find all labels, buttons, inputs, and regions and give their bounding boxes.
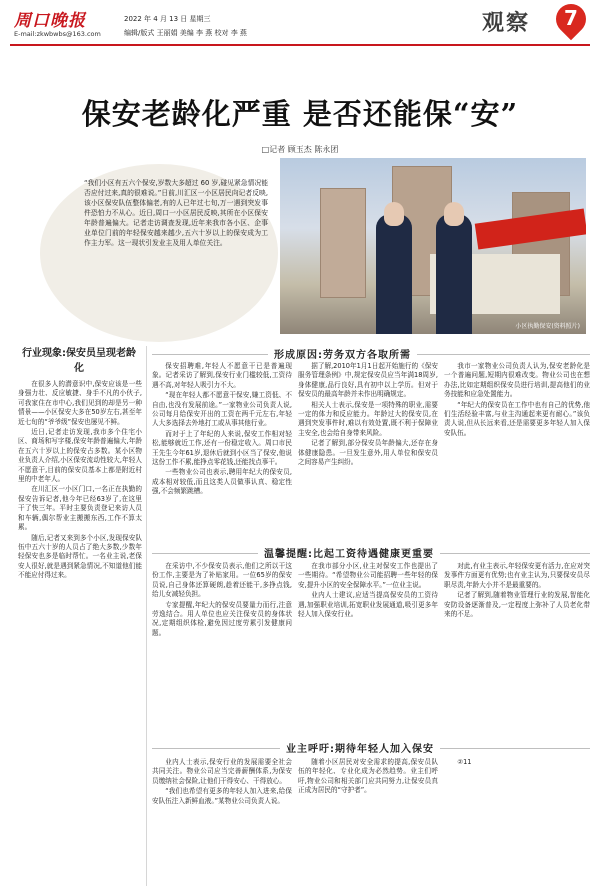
- paragraph: “我们也希望有更多的年轻人加入进来,给保安队伍注入新鲜血液。”某物业公司负责人说。: [152, 787, 292, 805]
- guard-head: [384, 202, 404, 226]
- paragraph: 我市一家物业公司负责人认为,保安老龄化是一个普遍问题,短期内很难改变。物业公司也在想办法,比如定期组织保安员进行培训,提高他们的业务技能和应急处置能力。: [444, 362, 590, 399]
- news-photo: [280, 158, 586, 334]
- article-column: [298, 562, 438, 736]
- date-line: 2022 年 4 月 13 日 星期三: [124, 15, 211, 23]
- article-column: [18, 380, 142, 886]
- section-head-reasons: 形成原因:劳务双方各取所需: [268, 346, 417, 361]
- article-column: [152, 562, 292, 736]
- article-column: [152, 362, 292, 540]
- paragraph: 在我市部分小区,业主对保安工作也提出了一些期待。“希望物业公司能招聘一些年轻的保安,提升小区的安全保障水平。”一位业主说。: [298, 562, 438, 589]
- newspaper-logo: 周口晚报: [14, 11, 86, 31]
- photo-caption: 小区执勤保安(资料照片): [515, 323, 580, 330]
- paragraph: 近日,记者走访发现,我市多个住宅小区、商场和写字楼,保安年龄普遍偏大,年龄在五六十岁以上的保安占多数。某小区物业负责人介绍,小区保安流动性较大,年轻人不愿意干,目前的保安员基本上都是附近村里的中老年人。: [18, 428, 142, 484]
- article-column: [444, 362, 590, 540]
- guard-head: [444, 202, 464, 226]
- article-column: [298, 362, 438, 540]
- guard-figure: [376, 214, 412, 334]
- email-line: E-mail:zkwbwbs@163.com: [14, 30, 101, 38]
- editors-line: 编辑/版式 王丽娟 美编 李 燕 校对 李 燕: [124, 29, 247, 37]
- article-column: [444, 758, 590, 886]
- paragraph: 而对于上了年纪的人来说,保安工作相对轻松,能够就近工作,还有一份稳定收入。周口市民王先生今年61岁,退休后就到小区当了保安,他说这份工作不累,能挣点零花钱,还能找点事干。: [152, 429, 292, 467]
- byline: □记者 顾玉杰 陈永团: [261, 145, 339, 154]
- section-head-concerns: 温馨提醒:比起工资待遇健康更重要: [258, 545, 440, 560]
- masthead-rule: [10, 44, 590, 46]
- page-number: 7: [564, 6, 578, 30]
- paragraph: 一些物业公司也表示,聘用年纪大的保安员,成本相对较低,而且这类人员做事认真、稳定性强,不会频繁跳槽。: [152, 468, 292, 496]
- paragraph: “现在年轻人都不愿意干保安,嫌工资低、不自由,也没有发展前途。”一家物业公司负责人说,公司每月给保安开出的工资在两千元左右,年轻人大多选择去外地打工或从事其他行业。: [152, 391, 292, 428]
- paragraph: 随着小区居民对安全需求的提高,保安员队伍的年轻化、专业化成为必然趋势。业主们呼吁,物业公司和相关部门应共同努力,让保安员真正成为居民的“守护者”。: [298, 758, 438, 795]
- paragraph: 保安招聘难,年轻人不愿意干已是普遍现象。记者采访了解到,保安行业门槛较低,工资待遇不高,对年轻人吸引力不大。: [152, 362, 292, 389]
- column-head: 行业现象:保安员呈现老龄化: [22, 348, 136, 374]
- paragraph: 业内人士表示,保安行业的发展需要全社会共同关注。物业公司应当完善薪酬体系,为保安员缴纳社会保险,让他们干得安心、干得放心。: [152, 758, 292, 785]
- paragraph: 记者了解到,随着物业管理行业的发展,智能化安防设备逐渐普及,一定程度上弥补了人员老化带来的不足。: [444, 591, 590, 619]
- headline: 保安老龄化严重 是否还能保“安”: [81, 97, 519, 131]
- paragraph: 在很多人的潜意识中,保安应该是一些身强力壮、反应敏捷、身手不凡的小伙子,可我家住在市中心,我们见到的却是另一种情景——小区保安大多在50岁左右,甚至年近七旬的“爷爷级”保安也屡见不鲜。: [18, 380, 142, 426]
- article-column: [298, 758, 438, 886]
- article-column: [444, 562, 590, 736]
- paragraph: 业内人士建议,应适当提高保安员的工资待遇,加强职业培训,拓宽职业发展通道,吸引更多年轻人加入保安行业。: [298, 591, 438, 619]
- callout-text: “我们小区有五六个保安,岁数大多超过 60 岁,碰见紧急情况能否应付过来,真的很难说。”日前,川汇区一小区居民向记者反映,该小区保安队伍整体偏老,有的人已年过七旬,万一遇到突发事件恐怕力不从心。近日,周口一小区居民反映,其所在小区保安年龄普遍偏大。记者走访调查发现,近年来我市各小区、企事业单位门前的年轻保安越来越少,五六十岁以上的保安成为工作主力军。这一现状引发业主及用人单位关注。: [84, 179, 268, 247]
- column-rule: [146, 346, 147, 886]
- paragraph: 据了解,2010年1月1日起开始施行的《保安服务管理条例》中,规定保安员应当年满18周岁,身体健康,品行良好,具有初中以上学历。但对于保安员的最高年龄并未作出明确规定。: [298, 362, 438, 399]
- paragraph: 专家提醒,年纪大的保安员要量力而行,注意劳逸结合。用人单位也应关注保安员的身体状况,定期组织体检,避免因过度劳累引发健康问题。: [152, 600, 292, 637]
- paragraph: “年纪大的保安员在工作中也有自己的优势,他们生活经验丰富,与业主沟通起来更有耐心。”该负责人说,但从长远来看,还是需要更多年轻人加入保安队伍。: [444, 400, 590, 437]
- section-head-call: 业主呼吁:期待年轻人加入保安: [280, 740, 440, 755]
- paragraph: 在采访中,不少保安员表示,他们之所以干这份工作,主要是为了补贴家用。一位65岁的保安员说,自己身体还算硬朗,趁着还能干,多挣点钱,给儿女减轻负担。: [152, 562, 292, 599]
- paragraph: 相关人士表示,保安是一项特殊的职业,需要一定的体力和反应能力。年龄过大的保安员,在遇到突发事件时,难以有效处置,既不利于保障业主安全,也会给自身带来风险。: [298, 400, 438, 437]
- masthead: [0, 0, 600, 44]
- paragraph: ②11: [457, 758, 472, 766]
- paragraph: 随后,记者又来到多个小区,发现保安队伍中五六十岁的人员占了绝大多数,少数年轻保安也多是临时帮忙。一名业主说,老保安人很好,就是遇到紧急情况,不知道他们能不能应付得过来。: [18, 533, 142, 580]
- section-title: 观察: [482, 10, 531, 36]
- paragraph: 记者了解到,部分保安员年龄偏大,还存在身体健康隐患。一旦发生意外,用人单位和保安员之间容易产生纠纷。: [298, 439, 438, 467]
- paragraph: 在川汇区一小区门口,一名正在执勤的保安告诉记者,他今年已经63岁了,在这里干了快三年。平时主要负责登记来访人员和车辆,偶尔帮业主搬搬东西,工作不算太累。: [18, 485, 142, 532]
- building-shape: [320, 188, 366, 298]
- guard-figure: [436, 214, 472, 334]
- paragraph: 对此,有业主表示,年轻保安更有活力,在应对突发事件方面更有优势;也有业主认为,只要保安员尽职尽责,年龄大小并不是最重要的。: [444, 562, 590, 589]
- article-column: [152, 758, 292, 886]
